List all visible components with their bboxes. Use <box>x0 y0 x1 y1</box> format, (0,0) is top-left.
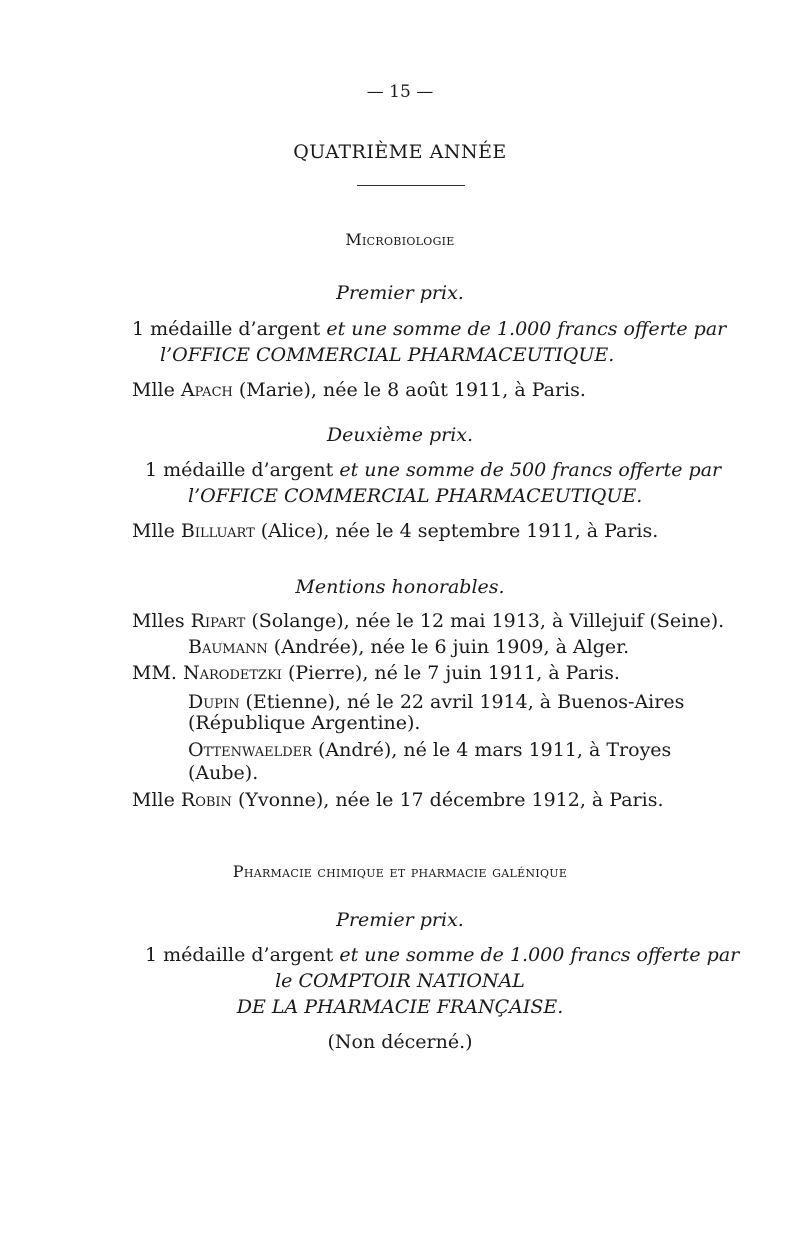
award-donor-continued: DE LA PHARMACIE FRANÇAISE. <box>236 996 564 1018</box>
award-donor: le COMPTOIR NATIONAL <box>275 970 525 992</box>
mention-name: Dupin <box>188 691 240 713</box>
award-donor: l’OFFICE COMMERCIAL PHARMACEUTIQUE. <box>160 344 615 366</box>
award-line <box>132 317 726 341</box>
mentions-title: Mentions honorables. <box>295 576 505 598</box>
award-text: et une somme de 500 francs offerte par <box>333 459 722 481</box>
section-title-microbiologie: Microbiologie <box>345 230 455 249</box>
mention-details: (Solange), née le 12 mai 1913, à Villejuif (Seine). <box>245 610 725 632</box>
mention-title: MM. <box>132 662 177 684</box>
mention-entry <box>132 609 724 633</box>
winner-title: Mlle <box>132 520 175 542</box>
award-text: et une somme de 1.000 francs offerte par <box>333 944 740 966</box>
mention-entry <box>132 788 664 812</box>
mention-details: (André), né le 4 mars 1911, à Troyes <box>311 739 672 761</box>
mention-details: (Yvonne), née le 17 décembre 1912, à Paris. <box>231 789 664 811</box>
mention-name: Baumann <box>188 636 268 658</box>
winner-name: Apach <box>180 379 233 401</box>
winner-line <box>132 519 658 543</box>
award-prefix: 1 médaille d’argent <box>145 944 334 966</box>
prize-title: Premier prix. <box>336 282 464 304</box>
award-line <box>145 458 721 482</box>
mention-title: Mlles <box>132 610 185 632</box>
mention-entry <box>188 738 671 762</box>
mention-name: Narodetzki <box>183 662 282 684</box>
page-number: — 15 — <box>366 82 434 102</box>
winner-name: Billuart <box>180 520 255 542</box>
mention-details: (Pierre), né le 7 juin 1911, à Paris. <box>281 662 620 684</box>
mention-name: Ottenwaelder <box>188 739 312 761</box>
award-prefix: 1 médaille d’argent <box>132 318 321 340</box>
mention-entry <box>188 635 629 659</box>
winner-title: Mlle <box>132 379 175 401</box>
mention-continuation: (Aube). <box>188 762 259 784</box>
mention-details: (Etienne), né le 22 avril 1914, à Buenos-Aires <box>239 691 685 713</box>
section-title-pharmacie: Pharmacie chimique et pharmacie galénique <box>232 862 568 881</box>
divider-rule <box>357 185 465 186</box>
prize-title: Deuxième prix. <box>326 424 474 446</box>
award-line <box>145 943 739 967</box>
award-text: et une somme de 1.000 francs offerte par <box>320 318 727 340</box>
mention-name: Robin <box>180 789 232 811</box>
page-heading: QUATRIÈME ANNÉE <box>293 141 507 163</box>
winner-details: (Alice), née le 4 septembre 1911, à Paris. <box>254 520 659 542</box>
award-prefix: 1 médaille d’argent <box>145 459 334 481</box>
mention-details: (Andrée), née le 6 juin 1909, à Alger. <box>267 636 630 658</box>
winner-line <box>132 378 586 402</box>
prize-status: (Non décerné.) <box>327 1031 473 1053</box>
mention-name: Ripart <box>190 610 246 632</box>
mention-title: Mlle <box>132 789 175 811</box>
prize-title: Premier prix. <box>336 909 464 931</box>
mention-entry <box>132 661 620 685</box>
winner-details: (Marie), née le 8 août 1911, à Paris. <box>232 379 586 401</box>
mention-continuation: (République Argentine). <box>188 712 421 734</box>
award-donor: l’OFFICE COMMERCIAL PHARMACEUTIQUE. <box>188 485 643 507</box>
